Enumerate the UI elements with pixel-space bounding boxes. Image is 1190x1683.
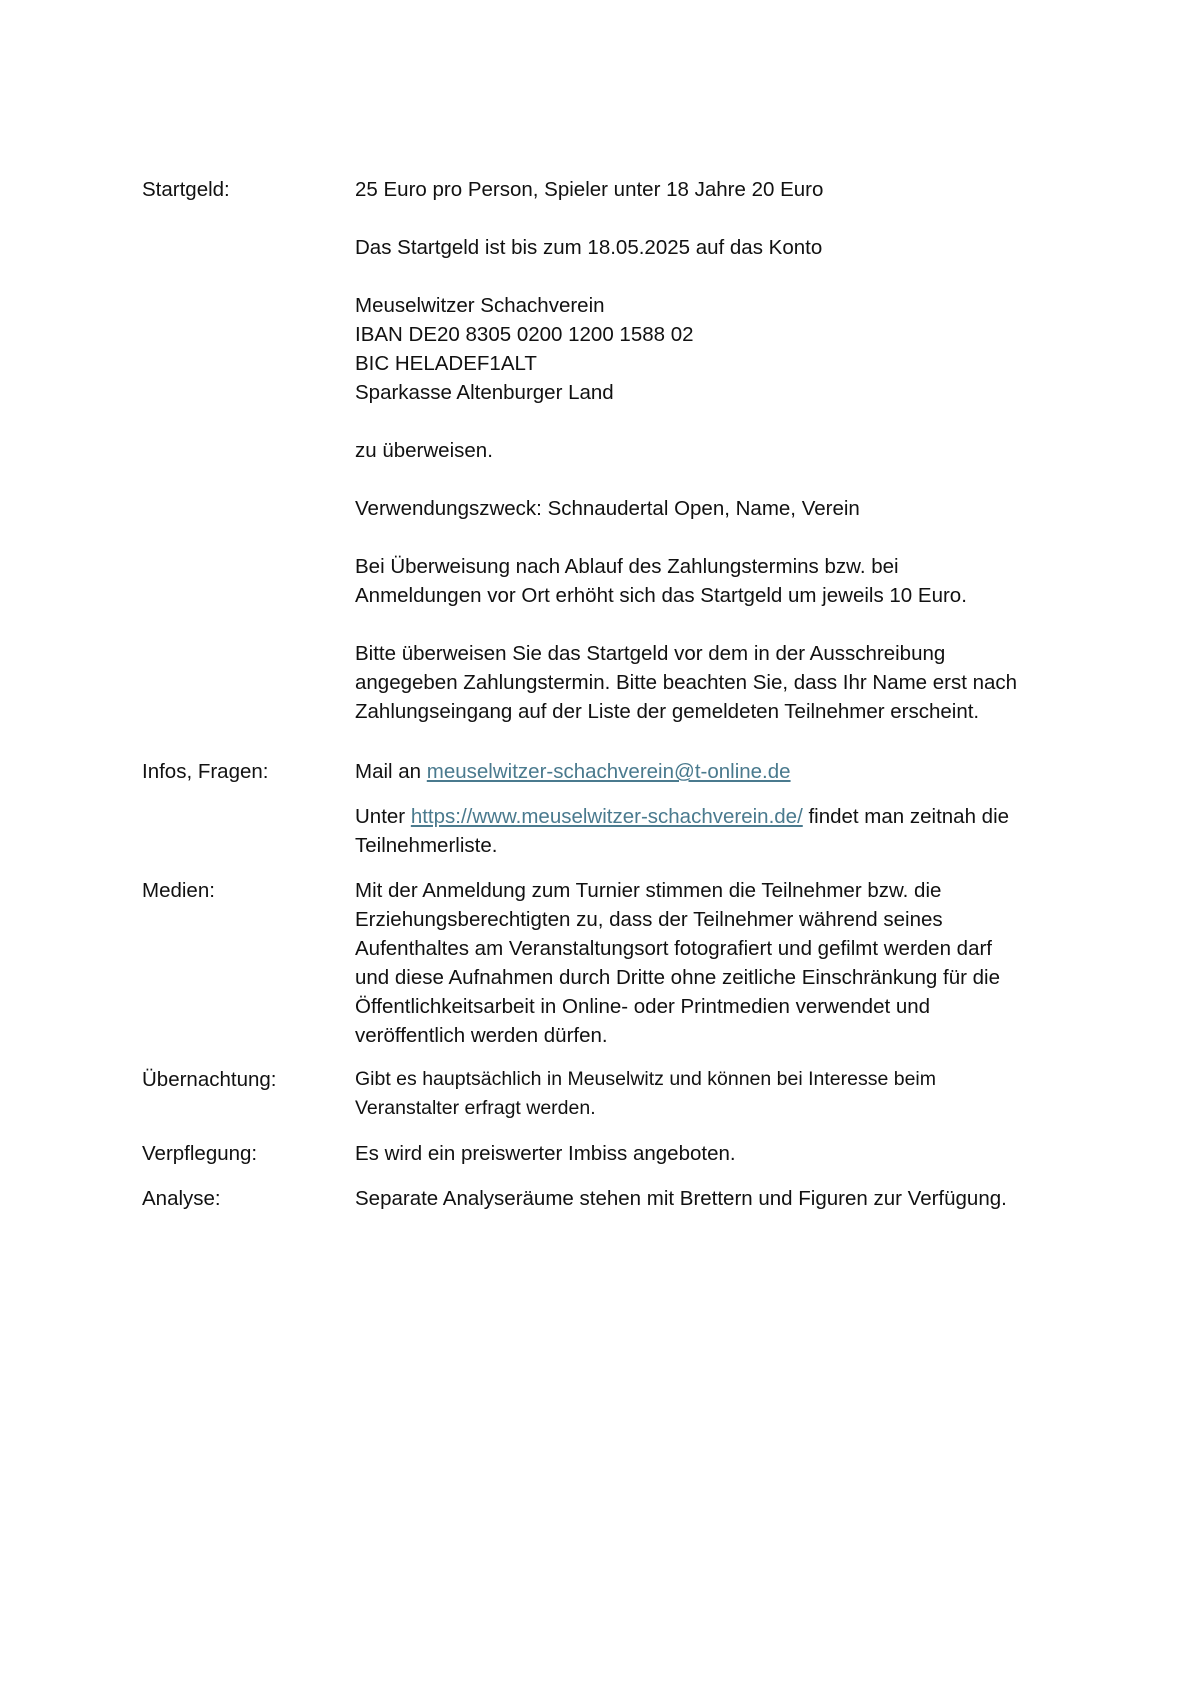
startgeld-late-fee: [355, 552, 1065, 610]
account-bic: BIC HELADEF1ALT: [355, 352, 537, 375]
account-holder: Meuselwitzer Schachverein: [355, 294, 605, 317]
web-prefix: Unter: [355, 805, 411, 828]
verpflegung-label: Verpflegung:: [142, 1142, 258, 1165]
infos-mail: [355, 757, 1065, 786]
startgeld-transfer: zu überweisen.: [355, 439, 493, 462]
startgeld-fee: 25 Euro pro Person, Spieler unter 18 Jahre 20 Euro: [355, 178, 824, 201]
medien-label: Medien:: [142, 879, 215, 902]
uebernachtung-content: [355, 1065, 1065, 1123]
note-line: Bitte überweisen Sie das Startgeld vor dem in der Ausschreibung: [355, 642, 946, 665]
infos-label: Infos, Fragen:: [142, 760, 269, 783]
medien-line: Aufenthaltes am Veranstaltungsort fotografiert und gefilmt werden darf: [355, 937, 993, 960]
website-link[interactable]: https://www.meuselwitzer-schachverein.de/: [410, 805, 803, 828]
email-link[interactable]: meuselwitzer-schachverein@t-online.de: [426, 760, 791, 783]
account-iban: IBAN DE20 8305 0200 1200 1588 02: [355, 323, 694, 346]
medien-line: Erziehungsberechtigten zu, dass der Teilnehmer während seines: [355, 908, 943, 931]
startgeld-deadline: Das Startgeld ist bis zum 18.05.2025 auf das Konto: [355, 236, 823, 259]
note-line: angegeben Zahlungstermin. Bitte beachten Sie, dass Ihr Name erst nach: [355, 671, 1018, 694]
medien-content: [355, 876, 1065, 1050]
startgeld-label: Startgeld:: [142, 178, 230, 201]
mail-prefix: Mail an: [355, 760, 427, 783]
late-fee-line: Anmeldungen vor Ort erhöht sich das Startgeld um jeweils 10 Euro.: [355, 584, 967, 607]
medien-line: Mit der Anmeldung zum Turnier stimmen die Teilnehmer bzw. die: [355, 879, 942, 902]
web-suffix: findet man zeitnah die: [802, 805, 1010, 828]
uebernachtung-text: [355, 1065, 1065, 1123]
infos-web: [355, 802, 1065, 860]
account-bank: Sparkasse Altenburger Land: [355, 381, 614, 404]
uebernachtung-line: Veranstalter erfragt werden.: [355, 1097, 596, 1119]
analyse-content: [355, 1184, 1065, 1213]
note-line: Zahlungseingang auf der Liste der gemeldeten Teilnehmer erscheint.: [355, 700, 980, 723]
medien-line: Öffentlichkeitsarbeit in Online- oder Printmedien verwendet und: [355, 995, 931, 1018]
startgeld-content: [355, 175, 1065, 726]
analyse-label: Analyse:: [142, 1187, 221, 1210]
uebernachtung-line: Gibt es hauptsächlich in Meuselwitz und können bei Interesse beim: [355, 1068, 936, 1090]
verpflegung-text: Es wird ein preiswerter Imbiss angeboten.: [355, 1142, 736, 1165]
startgeld-purpose: Verwendungszweck: Schnaudertal Open, Name, Verein: [355, 497, 860, 520]
medien-text: [355, 876, 1065, 1050]
verpflegung-content: [355, 1139, 1065, 1168]
medien-line: und diese Aufnahmen durch Dritte ohne zeitliche Einschränkung für die: [355, 966, 1001, 989]
bank-account-block: [355, 291, 1065, 407]
late-fee-line: Bei Überweisung nach Ablauf des Zahlungstermins bzw. bei: [355, 555, 899, 578]
web-line2: Teilnehmerliste.: [355, 834, 498, 857]
uebernachtung-label: Übernachtung:: [142, 1068, 277, 1091]
startgeld-note: [355, 639, 1065, 726]
infos-content: [355, 757, 1065, 860]
analyse-text: Separate Analyseräume stehen mit Brettern und Figuren zur Verfügung.: [355, 1187, 1007, 1210]
medien-line: veröffentlich werden dürfen.: [355, 1024, 608, 1047]
